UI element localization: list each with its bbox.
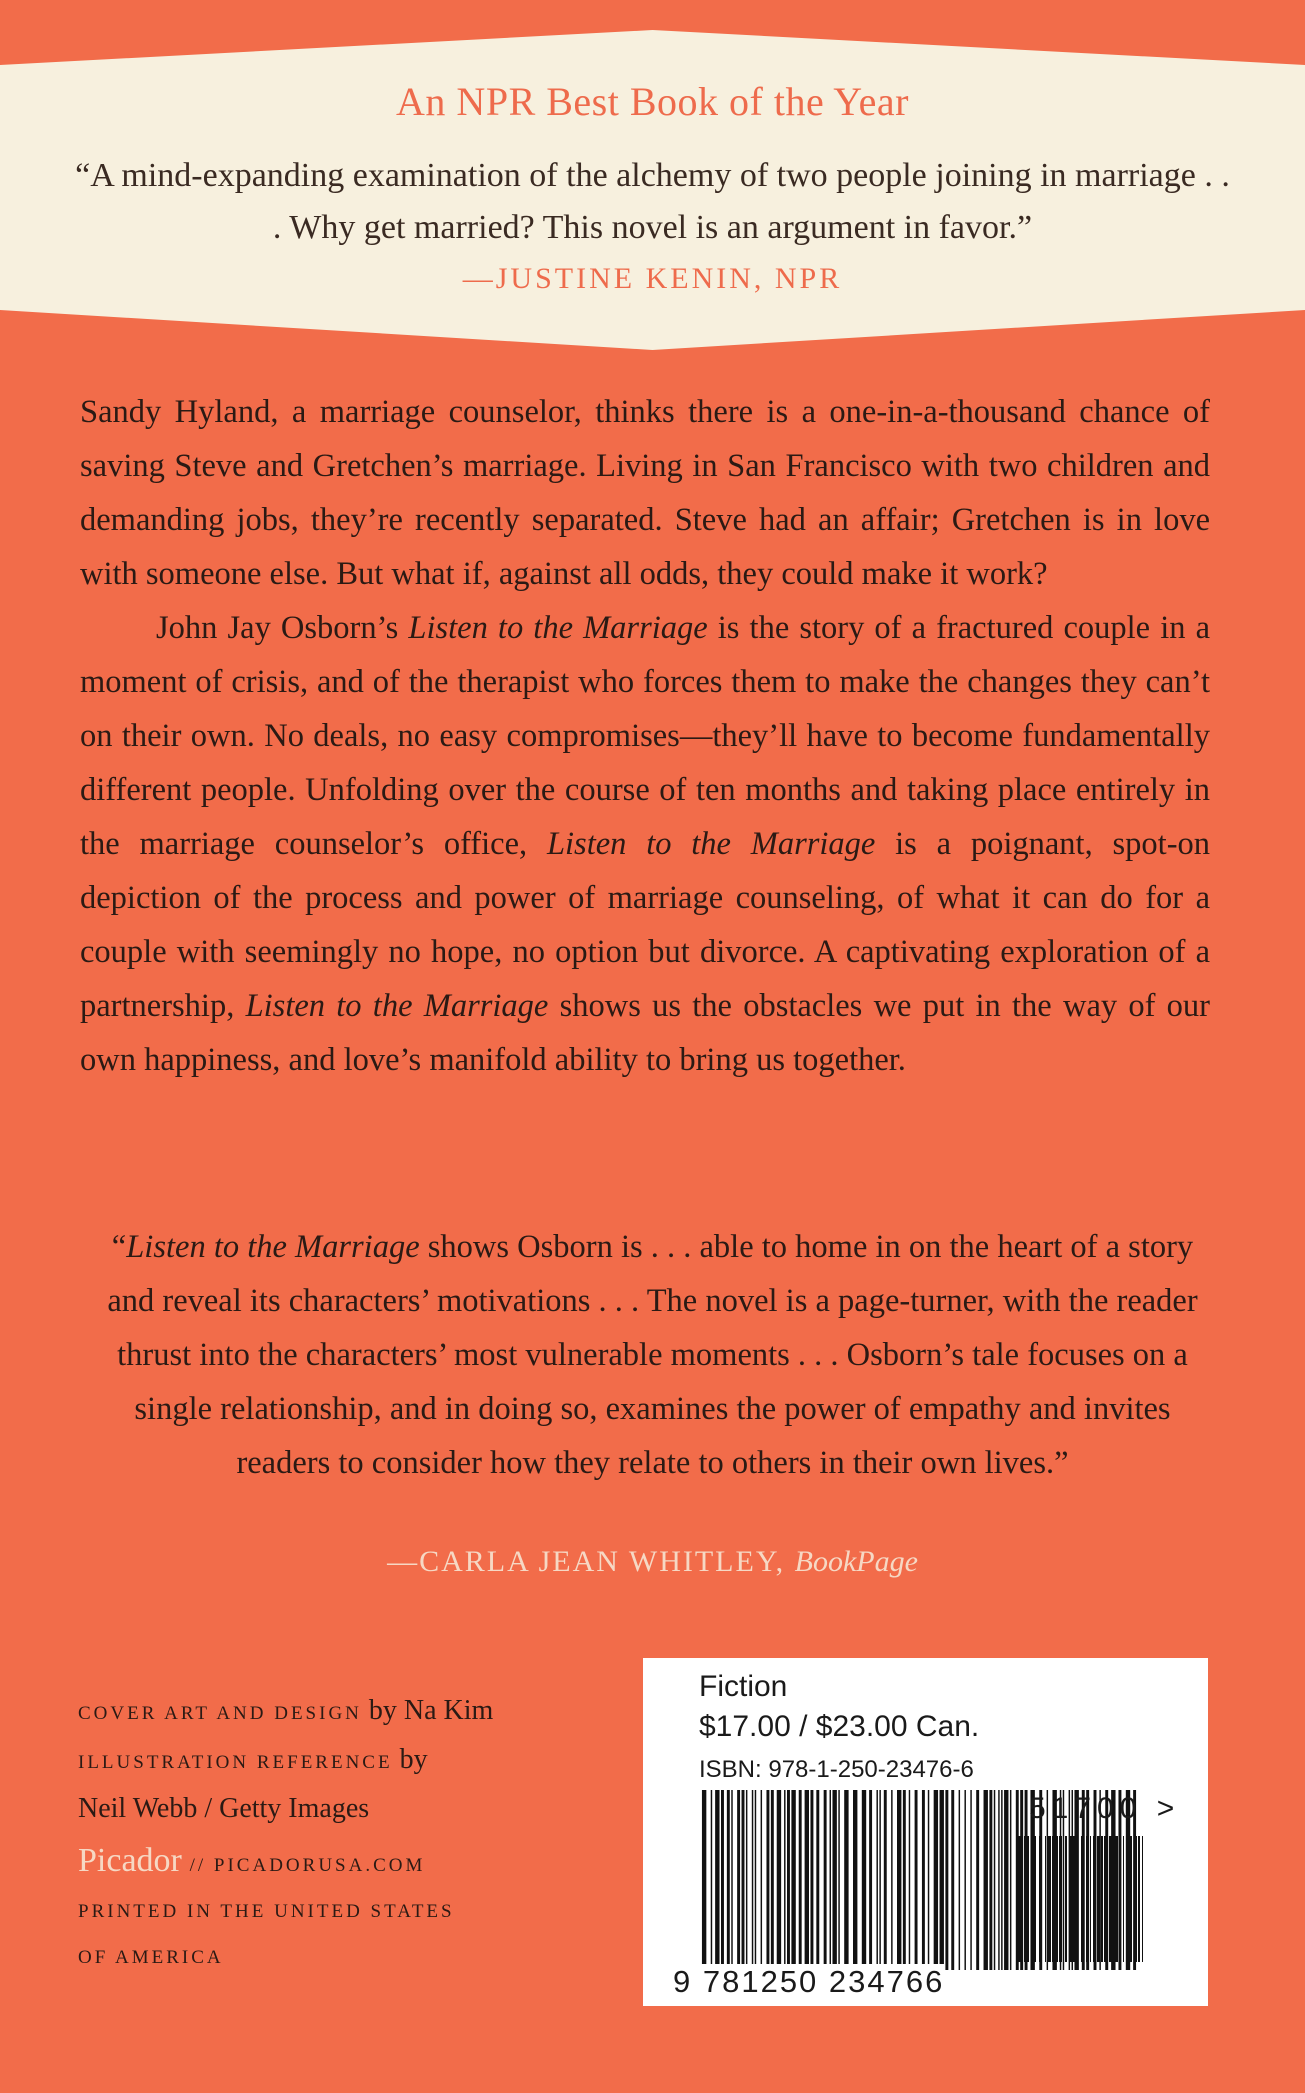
barcode-bar bbox=[791, 1790, 795, 1970]
barcode-bar bbox=[824, 1790, 827, 1970]
barcode-bar bbox=[771, 1790, 774, 1970]
barcode-bar bbox=[1123, 1836, 1124, 1962]
book-title: Listen to the Marriage bbox=[245, 988, 549, 1024]
barcode-bar bbox=[1104, 1836, 1107, 1962]
barcode-bar bbox=[1101, 1836, 1103, 1962]
isbn-label: ISBN: 978-1-250-23476-6 bbox=[699, 1756, 974, 1783]
barcode-bar bbox=[727, 1790, 730, 1970]
barcode-bar bbox=[1018, 1836, 1021, 1962]
review-quote: “Listen to the Marriage shows Osborn is . . . able to home in on the heart of a story and reveal its characters’ motivations . . . The novel is a page-turner, with the reader thrust into the characters’ most vulnerable moments . . . Osborn’s tale focuses on a single relationship, and in doing so, examines the power of empathy and invites readers to consider how they relate to others in their own lives.” bbox=[107, 1229, 1198, 1481]
description-paragraph-1: Sandy Hyland, a marriage counselor, thinks there is a one-in-a-thousand chance of saving Steve and Gretchen’s marriage. Living in San Francisco with two children and demanding jobs, they’re recently separated. Steve had an affair; Gretchen is in love with someone else. But what if, against all odds, they could make it work? bbox=[80, 394, 1210, 592]
barcode-bar bbox=[879, 1790, 880, 1970]
barcode-bar bbox=[1077, 1836, 1078, 1962]
barcode-bar bbox=[884, 1790, 887, 1970]
description-paragraph-2: John Jay Osborn’s Listen to the Marriage is the story of a fractured couple in a moment of crisis, and of the therapist who forces them to make the changes they can’t on their own. No deals, no easy compromises—they’ll have to become fundamentally different people. Unfolding over the course of ten months and taking place entirely in the marriage counselor’s office, Listen to the Marriage is a poignant, spot-on depiction of the process and power of marriage counseling, of what it can do for a couple with seemingly no hope, no option but divorce. A captivating exploration of a partnership, Listen to the Marriage shows us the obstacles we put in the way of our own happiness, and love’s manifold ability to bring us together. bbox=[80, 610, 1211, 1078]
barcode-bar bbox=[1142, 1836, 1143, 1962]
barcode-bar bbox=[1024, 1836, 1025, 1962]
accolade-heading: An NPR Best Book of the Year bbox=[396, 79, 909, 124]
barcode-bar bbox=[1052, 1836, 1054, 1962]
barcode-bar bbox=[891, 1790, 892, 1970]
barcode-bar bbox=[1097, 1836, 1100, 1962]
barcode-bar bbox=[869, 1790, 872, 1970]
barcode-bar bbox=[777, 1790, 781, 1970]
barcode-bar bbox=[1065, 1836, 1067, 1962]
book-title: Listen to the Marriage bbox=[408, 610, 708, 646]
barcode-bar bbox=[755, 1790, 756, 1970]
barcode-bar bbox=[922, 1790, 925, 1970]
barcode-bar bbox=[742, 1790, 745, 1970]
publisher-website: // PICADORUSA.COM bbox=[181, 1855, 426, 1876]
barcode-bar bbox=[1004, 1790, 1008, 1970]
barcode-bar bbox=[994, 1790, 995, 1970]
barcode-bar bbox=[752, 1790, 753, 1970]
barcode-bar bbox=[787, 1790, 790, 1970]
cover-credit: COVER ART AND DESIGN by Na Kim bbox=[78, 1695, 494, 1726]
barcode-bar bbox=[998, 1790, 999, 1970]
barcode-bar bbox=[940, 1790, 944, 1970]
barcode-bar bbox=[1126, 1836, 1128, 1962]
barcode-bar bbox=[964, 1790, 965, 1970]
barcode-bar bbox=[1048, 1836, 1051, 1962]
barcode-bar bbox=[1001, 1790, 1002, 1970]
barcode-bar bbox=[876, 1790, 877, 1970]
barcode-bar bbox=[970, 1790, 971, 1970]
barcode-bar bbox=[711, 1790, 712, 1970]
barcode-bar bbox=[1033, 1836, 1036, 1962]
printed-in-line-1: PRINTED IN THE UNITED STATES bbox=[78, 1901, 455, 1922]
barcode-bar bbox=[951, 1790, 954, 1970]
barcode-bar bbox=[1041, 1836, 1042, 1962]
barcode-bar bbox=[844, 1790, 848, 1970]
barcode-bar bbox=[1055, 1836, 1058, 1962]
review-attribution: —CARLA JEAN WHITLEY, BookPage bbox=[387, 1545, 918, 1578]
barcode-bar bbox=[805, 1790, 809, 1970]
price-label: $17.00 / $23.00 Can. bbox=[699, 1710, 980, 1743]
barcode-bar bbox=[1093, 1836, 1094, 1962]
barcode-bar bbox=[928, 1790, 929, 1970]
barcode-bar bbox=[766, 1790, 769, 1970]
barcode-bar bbox=[984, 1790, 988, 1970]
book-title: Listen to the Marriage bbox=[546, 826, 876, 862]
barcode-bar bbox=[1120, 1836, 1121, 1962]
barcode-bar bbox=[721, 1790, 724, 1970]
barcode-bar bbox=[1086, 1836, 1088, 1962]
barcode-bar bbox=[1130, 1836, 1132, 1962]
barcode-bar bbox=[830, 1790, 831, 1970]
barcode-bar bbox=[1027, 1836, 1029, 1962]
price-addon-digits: 51700 > bbox=[1029, 1792, 1181, 1825]
genre-label: Fiction bbox=[699, 1670, 788, 1703]
banner-quote-attribution: —JUSTINE KENIN, NPR bbox=[462, 262, 843, 295]
barcode-bar bbox=[915, 1790, 918, 1970]
barcode-bar bbox=[1059, 1836, 1062, 1962]
review-publication: BookPage bbox=[794, 1545, 918, 1578]
barcode-bar bbox=[810, 1790, 813, 1970]
book-description bbox=[80, 385, 1210, 1087]
barcode-bar bbox=[838, 1790, 839, 1970]
barcode-bar bbox=[1109, 1836, 1112, 1962]
credits-block bbox=[78, 1688, 638, 1981]
isbn-digits: 9 781250 234766 bbox=[673, 1964, 945, 1999]
barcode-bar bbox=[737, 1790, 740, 1970]
barcode-bar bbox=[731, 1790, 732, 1970]
barcode-bar bbox=[1090, 1836, 1091, 1962]
barcode-bar bbox=[799, 1790, 802, 1970]
barcode-bar bbox=[816, 1790, 819, 1970]
barcode-bar bbox=[976, 1790, 979, 1970]
barcode-bar bbox=[1138, 1836, 1140, 1962]
barcode-bar bbox=[832, 1790, 836, 1970]
barcode-bar bbox=[1134, 1836, 1137, 1962]
barcode-bar bbox=[862, 1790, 866, 1970]
barcode-bar bbox=[761, 1790, 762, 1970]
barcode-label bbox=[643, 1658, 1208, 2006]
illustration-credit-name: Neil Webb / Getty Images bbox=[78, 1793, 370, 1824]
barcode-bar bbox=[1073, 1836, 1075, 1962]
barcode-bar bbox=[1070, 1836, 1072, 1962]
barcode-bar bbox=[746, 1790, 747, 1970]
barcode-bar bbox=[1010, 1790, 1011, 1970]
barcode-bar bbox=[1081, 1836, 1084, 1962]
book-title: Listen to the Marriage bbox=[126, 1229, 420, 1265]
barcode-bar bbox=[989, 1790, 992, 1970]
barcode-bar bbox=[853, 1790, 857, 1970]
price-addon-barcode bbox=[1016, 1836, 1146, 1962]
barcode-bar bbox=[1039, 1836, 1040, 1962]
barcode-bar bbox=[702, 1790, 706, 1970]
illustration-credit: ILLUSTRATION REFERENCE by bbox=[78, 1744, 428, 1775]
barcode-bar bbox=[715, 1790, 719, 1970]
publisher-line bbox=[78, 1838, 638, 1889]
printed-in-line-2: OF AMERICA bbox=[78, 1947, 224, 1968]
barcode-bar bbox=[959, 1790, 960, 1970]
barcode-bar bbox=[1045, 1836, 1046, 1962]
barcode-bar bbox=[897, 1790, 901, 1970]
barcode-bar bbox=[934, 1790, 938, 1970]
barcode-bar bbox=[945, 1790, 948, 1970]
publisher-logo: Picador bbox=[78, 1842, 182, 1879]
barcode-bar bbox=[1115, 1836, 1118, 1962]
banner-quote: “A mind-expanding examination of the alchemy of two people joining in marriage . . . Why get married? This novel is an argument in favor.” bbox=[75, 157, 1230, 246]
barcode-bar bbox=[903, 1790, 906, 1970]
barcode-bar bbox=[909, 1790, 910, 1970]
barcode-bar bbox=[1031, 1836, 1032, 1962]
barcode-bar bbox=[784, 1790, 785, 1970]
